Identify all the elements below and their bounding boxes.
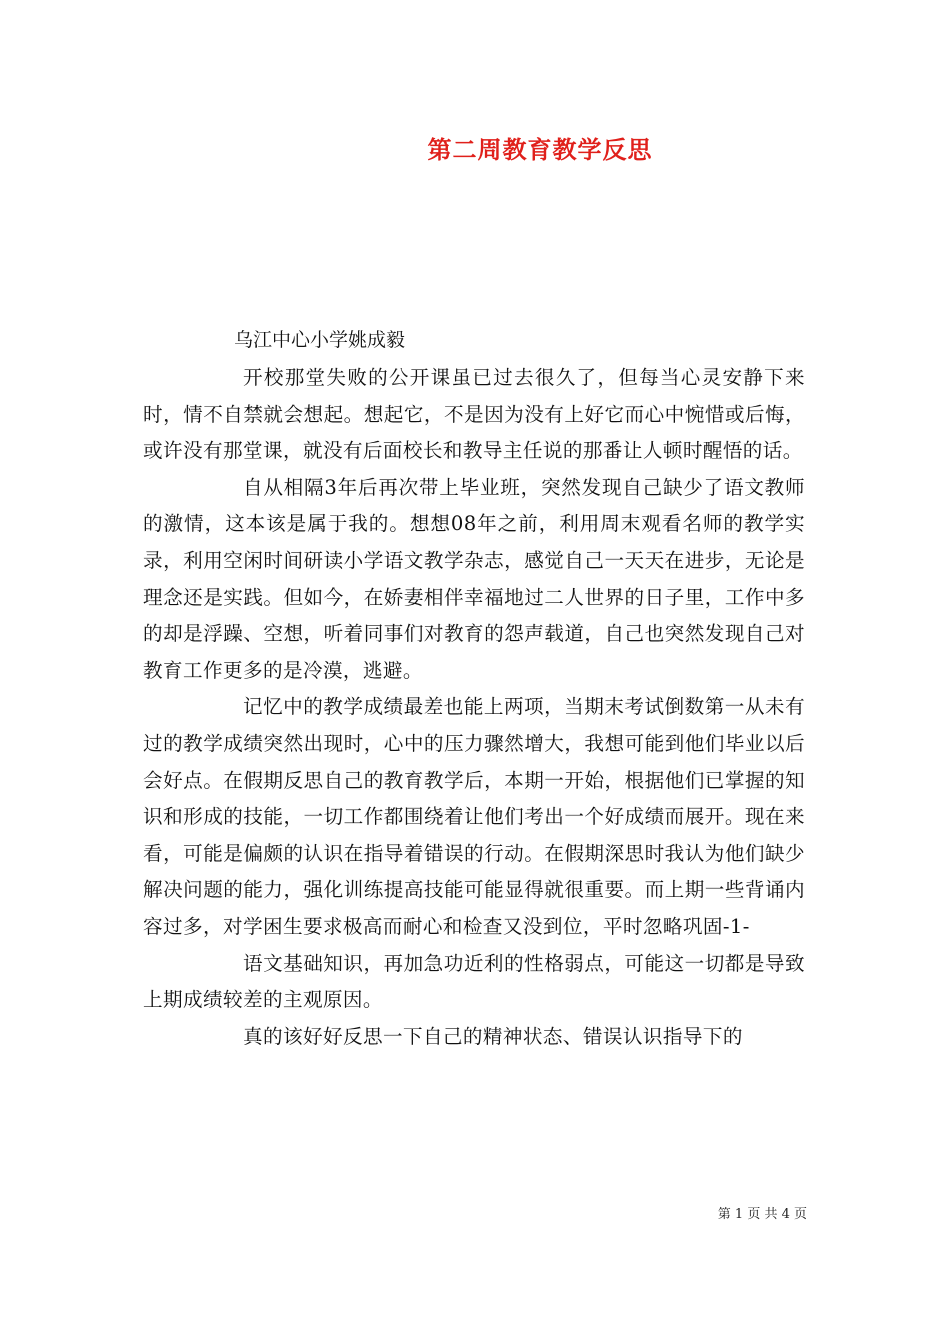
- paragraph-2: 自从相隔3年后再次带上毕业班，突然发现自己缺少了语文教师的激情，这本该是属于我的。想想08年之前，利用周末观看名师的教学实录，利用空闲时间研读小学语文教学杂志，感觉自己一天天在进步，无论是理念还是实践。但如今，在娇妻相伴幸福地过二人世界的日子里，工作中多的却是浮躁、空想，听着同事们对教育的怨声载道，自己也突然发现自己对教育工作更多的是冷漠，逃避。: [143, 475, 805, 682]
- document-body: [143, 360, 805, 1055]
- author-line: 乌江中心小学姚成毅: [234, 329, 406, 351]
- document-title: 第二周教育教学反思: [427, 136, 653, 164]
- paragraph-5: 真的该好好反思一下自己的精神状态、错误认识指导下的: [243, 1024, 743, 1048]
- paragraph-4: 语文基础知识，再加急功近利的性格弱点，可能这一切都是导致上期成绩较差的主观原因。: [143, 951, 805, 1012]
- paragraph-3: 记忆中的教学成绩最差也能上两项，当期末考试倒数第一从未有过的教学成绩突然出现时，心中的压力骤然增大，我想可能到他们毕业以后会好点。在假期反思自己的教育教学后，本期一开始，根据他们已掌握的知识和形成的技能，一切工作都围绕着让他们考出一个好成绩而展开。现在来看，可能是偏颇的认识在指导着错误的行动。在假期深思时我认为他们缺少解决问题的能力，强化训练提高技能可能显得就很重要。而上期一些背诵内容过多，对学困生要求极高而耐心和检查又没到位，平时忽略巩固-1-: [143, 695, 805, 938]
- page-footer: 第 1 页 共 4 页: [717, 1207, 807, 1222]
- paragraph-1: 开校那堂失败的公开课虽已过去很久了，但每当心灵安静下来时，情不自禁就会想起。想起它，不是因为没有上好它而心中惋惜或后悔，或许没有那堂课，就没有后面校长和教导主任说的那番让人顿时醒悟的话。: [143, 366, 805, 463]
